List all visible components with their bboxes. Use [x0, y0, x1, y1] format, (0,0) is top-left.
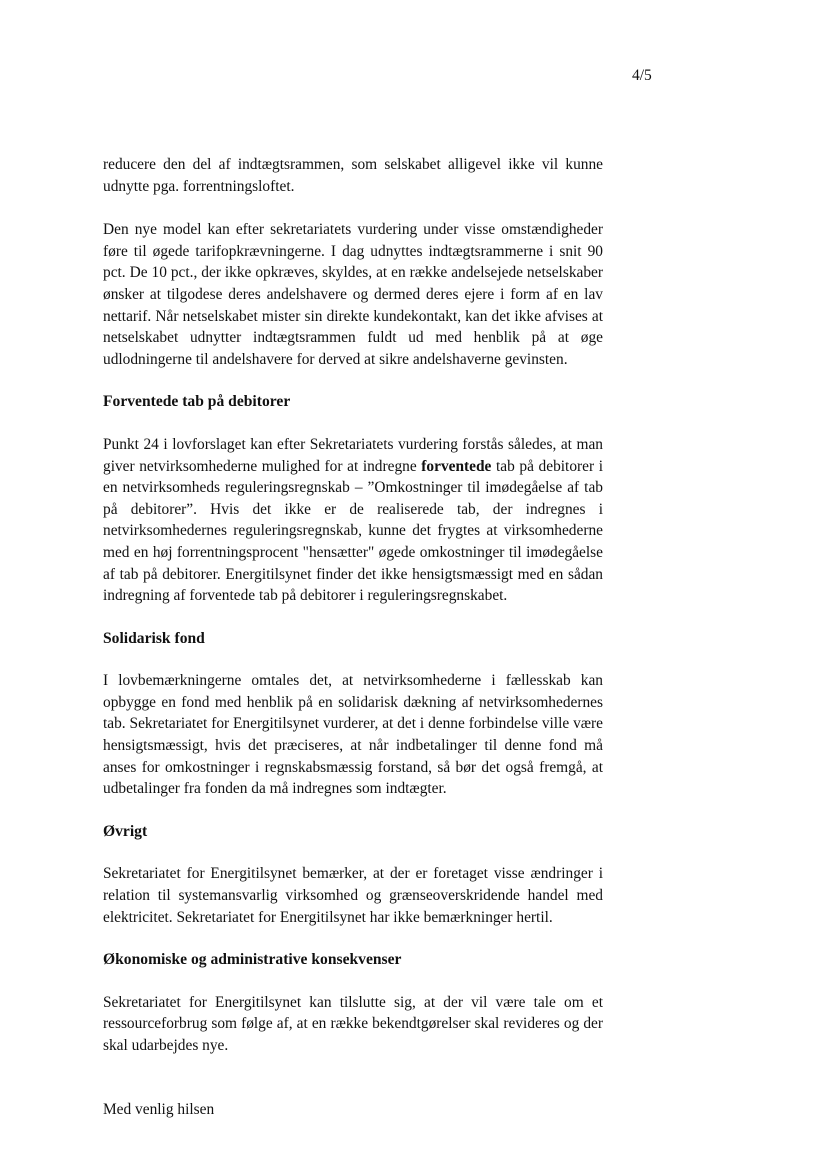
text-segment: tab på debitorer i en netvirksomheds reguleringsregnskab – ”Omkostninger til imødegåelse af tab på debitorer”. Hvis det ikke er de realiserede tab, der indregnes i netvirksomhedernes reguleringsregnskab, kunne det frygtes at virksomhederne med en høj forrentningsprocent "hensætter" øgede omkostninger til imødegåelse af tab på debitorer. Energitilsynet finder det ikke hensigtsmæssigt med en sådan indregning af forventede tab på debitorer i reguleringsregnskabet.: [103, 457, 603, 605]
heading-solidarisk-fond: Solidarisk fond: [103, 629, 205, 647]
paragraph-ny-model: Den nye model kan efter sekretariatets vurdering under visse omstændigheder føre til øgede tarifopkrævningerne. I dag udnyttes indtægtsrammerne i snit 90 pct. De 10 pct., der ikke opkræves, skyldes, at en række andelsejede netselskaber ønsker at tilgodese deres andelshavere og dermed deres ejere i form af en lav nettarif. Når netselskabet mister sin direkte kundekontakt, kan det ikke afvises at netselskabet udnytter indtægtsrammen fuldt ud med henblik på at øge udlodningerne til andelshavere for derved at sikre andelshaverne gevinsten.: [103, 221, 603, 368]
page-number: 4/5: [632, 67, 652, 84]
heading-forventede-tab: Forventede tab på debitorer: [103, 393, 291, 411]
text-segment: Punkt 24 i lovforslaget kan efter Sekretariatets vurdering forstås således, at man giver netvirksomhederne mulighed for at indregne: [103, 435, 603, 475]
paragraph-indtaegtsramme: reducere den del af indtægtsrammen, som selskabet alligevel ikke vil kunne udnytte pga. forrentningsloftet.: [103, 156, 603, 195]
paragraph-ovrigt: Sekretariatet for Energitilsynet bemærker, at der er foretaget visse ændringer i relation til systemansvarlig virksomhed og grænseoverskridende handel med elektricitet. Sekretariatet for Energitilsynet har ikke bemærkninger hertil.: [103, 865, 603, 926]
heading-ovrigt: Øvrigt: [103, 822, 148, 840]
paragraph-forventede-tab: [103, 434, 603, 607]
paragraph-solidarisk-fond: I lovbemærkningerne omtales det, at netvirksomhederne i fællesskab kan opbygge en fond med henblik på en solidarisk dækning af netvirksomhedernes tab. Sekretariatet for Energitilsynet vurderer, at det i denne forbindelse ville være hensigtsmæssigt, hvis det præciseres, at når indbetalinger til denne fond må anses for omkostninger i regnskabsmæssig forstand, så bør det også fremgå, at udbetalinger fra fonden da må indregnes som indtægter.: [103, 672, 603, 798]
document-body: [103, 154, 603, 1120]
paragraph-konsekvenser: Sekretariatet for Energitilsynet kan tilslutte sig, at der vil være tale om et ressourceforbrug som følge af, at en række bekendtgørelser skal revideres og der skal udarbejdes nye.: [103, 993, 603, 1054]
heading-konsekvenser: Økonomiske og administrative konsekvenser: [103, 951, 402, 969]
closing-greeting: Med venlig hilsen: [103, 1100, 215, 1118]
bold-emphasis: forventede: [421, 457, 492, 475]
